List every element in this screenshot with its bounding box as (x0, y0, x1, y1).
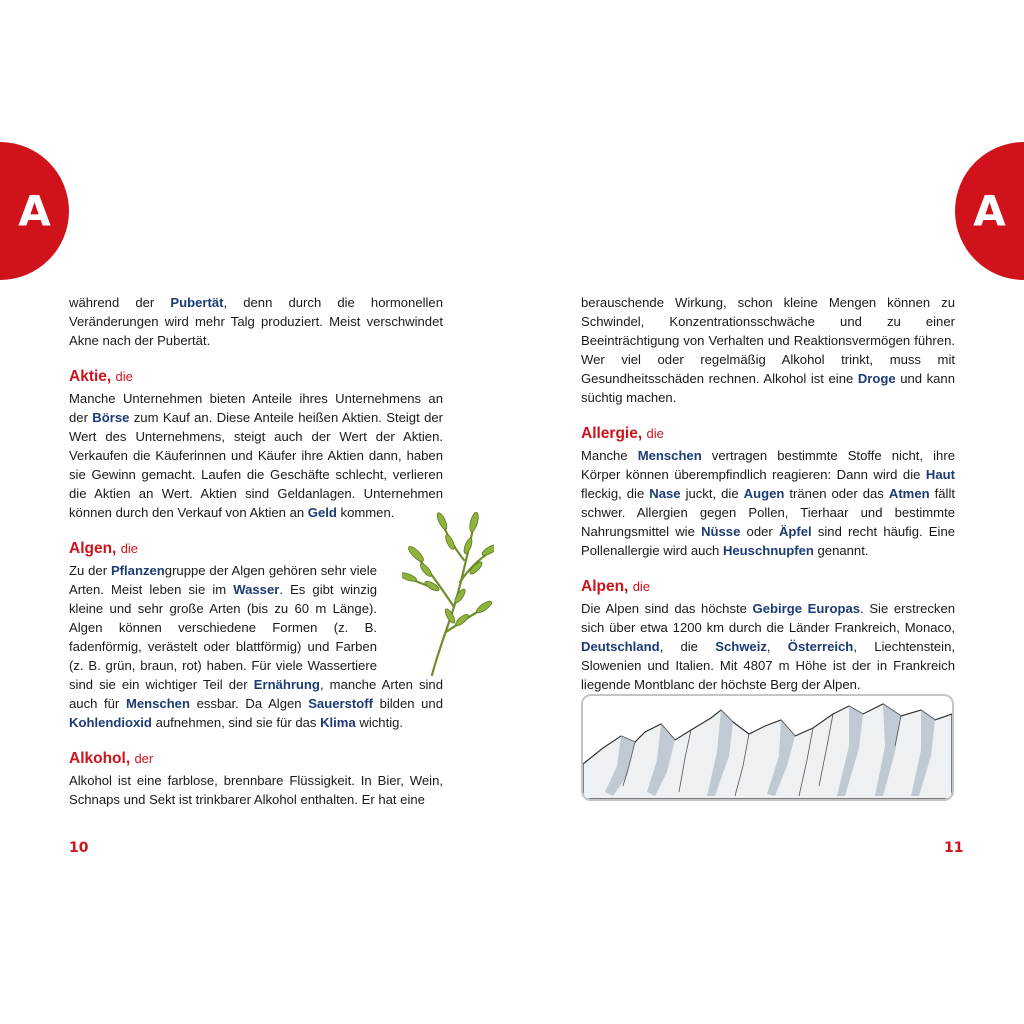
right-page (581, 293, 955, 694)
cross-reference-link[interactable]: Börse (92, 410, 130, 425)
cross-reference-link[interactable]: Nüsse (701, 524, 741, 539)
entry-text (581, 599, 955, 694)
cross-reference-link[interactable]: Österreich (787, 639, 854, 654)
text-segment: , (766, 639, 788, 654)
cross-reference-link[interactable]: Pubertät (170, 295, 224, 310)
entry-text (69, 771, 443, 809)
cross-reference-link[interactable]: Pflanzen (110, 563, 165, 578)
entry-heading (581, 576, 955, 598)
cross-reference-link[interactable]: Kohlendioxid (69, 715, 152, 730)
headword: Alkohol, (69, 750, 131, 767)
text-segment: Zu der (69, 563, 111, 578)
page-number-right: 11 (944, 840, 964, 856)
text-segment: juckt, die (680, 486, 744, 501)
letter-tab-right (955, 142, 1024, 280)
intro-text (69, 293, 443, 350)
entry-heading (69, 748, 443, 770)
text-segment: wichtig. (355, 715, 404, 730)
article: die (632, 579, 651, 594)
entry-allergie (581, 423, 955, 560)
tab-letter: A (18, 186, 51, 236)
page-number-left: 10 (69, 840, 89, 856)
text-segment: fällt schwer. Allergien gegen Pollen, Tierhaar und bestimmte Nahrungsmittel wie (581, 486, 955, 539)
text-segment: aufnehmen, sind sie für das (151, 715, 321, 730)
algae-plant-illustration (402, 512, 494, 677)
text-segment: . Sie erstrecken sich über etwa 1200 km durch die Länder Frankreich, Monaco, (581, 601, 956, 635)
headword: Algen, (69, 540, 117, 557)
letter-tab-left (0, 142, 69, 280)
cross-reference-link[interactable]: Geld (307, 505, 337, 520)
entry-algen (69, 538, 443, 732)
text-segment: zum Kauf an. Diese Anteile heißen Aktien. Steigt der Wert des Unternehmens, steigt auch der Wert der Aktien. Verkaufen die Käuferinnen und Käufer ihre Aktien dann, haben sie Gewinn gemacht. Laufen die Geschäfte schlecht, verlieren die Aktien an Wert. Aktien sind Geldanlagen. Unternehmen können durch den Verkauf von Aktien an (69, 410, 443, 520)
text-segment: Die Alpen sind das höchste (581, 601, 753, 616)
text-segment: essbar. Da Algen (189, 696, 309, 711)
cross-reference-link[interactable]: Augen (743, 486, 785, 501)
cross-reference-link[interactable]: Klima (320, 715, 356, 730)
entry-alkohol (69, 748, 443, 809)
article: die (646, 426, 664, 441)
intro-text (581, 293, 955, 407)
cross-reference-link[interactable]: Atmen (888, 486, 930, 501)
headword: Alpen, (581, 578, 629, 595)
alps-illustration (581, 694, 954, 801)
cross-reference-link[interactable]: Gebirge (752, 601, 803, 616)
mountains-icon (583, 696, 952, 799)
cross-reference-link[interactable]: Wasser (233, 582, 280, 597)
text-segment: sind recht häufig. Eine Pollenallergie wird auch (581, 524, 956, 558)
article: die (115, 369, 133, 384)
entry-text (581, 446, 955, 560)
cross-reference-link[interactable]: Haut (925, 467, 955, 482)
entry-heading (69, 538, 443, 560)
text-segment: , die (659, 639, 716, 654)
article: die (120, 541, 139, 556)
cross-reference-link[interactable]: Europas (807, 601, 861, 616)
text-segment: Manche Unternehmen bieten Anteile ihres Unternehmens an der (69, 391, 443, 425)
entry-alpen (581, 576, 955, 694)
text-segment: während der (69, 295, 171, 310)
cross-reference-link[interactable]: Droge (857, 371, 896, 386)
text-segment: fleckig, die (581, 486, 650, 501)
tab-letter: A (973, 186, 1006, 236)
text-segment: , denn durch die hormonellen Veränderungen wird mehr Talg produziert. Meist verschwindet Akne nach der Pubertät. (69, 295, 443, 348)
cross-reference-link[interactable]: Ernährung (253, 677, 320, 692)
article: der (134, 751, 154, 766)
entry-text (69, 389, 443, 522)
text-segment: oder (740, 524, 779, 539)
left-page (69, 293, 443, 809)
text-segment: berauschende Wirkung, schon kleine Mengen können zu Schwindel, Konzentrationsschwäche und zu einer Beeinträchtigung von Verhalten und Reaktionsvermögen führen. Wer viel oder regelmäßig Alkohol trinkt, muss mit Gesundheitsschäden rechnen. Alkohol ist eine (581, 295, 955, 386)
text-segment: kommen. (336, 505, 395, 520)
cross-reference-link[interactable]: Schweiz (715, 639, 767, 654)
cross-reference-link[interactable]: Heuschnupfen (722, 543, 814, 558)
entry-heading (581, 423, 955, 445)
text-segment: Alkohol ist eine farblose, brennbare Flüssigkeit. In Bier, Wein, Schnaps und Sekt ist trinkbarer Alkohol enthalten. Er hat eine (69, 773, 443, 807)
entry-heading (69, 366, 443, 388)
text-segment: und kann süchtig machen. (581, 371, 955, 405)
text-segment: Manche (581, 448, 638, 463)
cross-reference-link[interactable]: Menschen (125, 696, 190, 711)
cross-reference-link[interactable]: Deutschland (581, 639, 660, 654)
text-segment: . Es gibt winzig kleine und sehr große Arten (bis zu 60 m Länge). Algen können verschiedene Formen (z. B. fadenförmig, verästelt oder blattförmig) und Farben (z. B. grün, braun, rot) haben. Für viele Wassertiere sind sie ein wichtiger Teil der (69, 582, 378, 692)
text-segment: vertragen bestimmte Stoffe nicht, ihre Körper können überempfindlich reagieren: Dann wird die (581, 448, 955, 482)
text-segment: , manche Arten sind auch für (69, 677, 443, 711)
cross-reference-link[interactable]: Äpfel (778, 524, 812, 539)
text-segment: tränen oder das (784, 486, 889, 501)
text-segment: genannt. (813, 543, 869, 558)
cross-reference-link[interactable]: Sauerstoff (308, 696, 373, 711)
entry-aktie (69, 366, 443, 522)
cross-reference-link[interactable]: Nase (649, 486, 681, 501)
text-segment: bilden und (372, 696, 443, 711)
headword: Allergie, (581, 425, 643, 442)
text-segment: gruppe der Algen gehören sehr viele Arten. Meist leben sie im (69, 563, 378, 597)
text-segment: , Liechtenstein, Slowenien und Italien. Mit 4807 m Höhe ist der in Frankreich liegende Montblanc der höchste Berg der Alpen. (581, 639, 956, 692)
cross-reference-link[interactable]: Menschen (637, 448, 702, 463)
headword: Aktie, (69, 368, 112, 385)
